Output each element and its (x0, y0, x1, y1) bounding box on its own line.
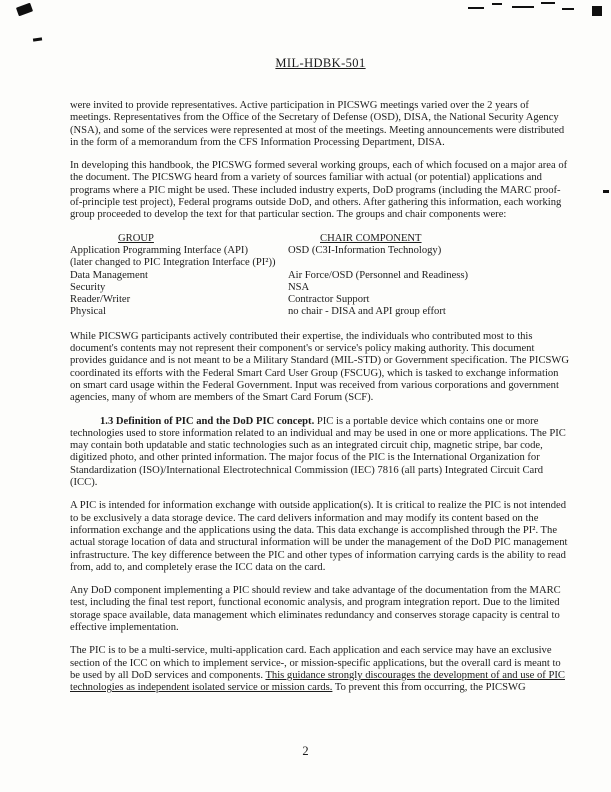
table-cell-chair: OSD (C3I-Information Technology) (288, 244, 442, 256)
paragraph-4 (70, 416, 571, 490)
table-cell-group: Reader/Writer (70, 294, 131, 306)
document-title: MIL-HDBK-501 (275, 56, 366, 70)
paragraph-3: While PICSWG participants actively contributed their expertise, the individuals who contributed most to this document's contents may not represent their component's or service's policy making authority. This document provides guidance and is not meant to be a Military Standard (MIL-STD) or Government specification. The PICSWG coordinated its efforts with the Federal Smart Card User Group (FSCUG), which is tasked to exchange information on smart card usage within the Federal Government. Input was received from various corporations and government agencies, many of whom are members of the Smart Card Forum (SCF). (70, 330, 570, 404)
paragraph-7-underlined-guidance: This guidance strongly discourages the development of and use of PIC technologies as independent isolated service or mission cards. (70, 669, 565, 694)
table-cell-chair: NSA (288, 281, 310, 293)
page-number: 2 (302, 744, 309, 758)
table-cell-chair (288, 257, 571, 269)
section-1-3-text: PIC is a portable device which contains one or more technologies used to store information related to an individual and may be used in one or more applications. The PIC may contain both updatable and static technologies such as an integrated circuit chip, magnetic stripe, bar code, digitized photo, and other printed information. The major focus of the PIC is the International Organization for Standardization (ISO)/International Electrotechnical Commission (IEC) 7816 (all parts) Integrated Circuit Card (ICC). (70, 415, 566, 489)
paragraph-6: Any DoD component implementing a PIC should review and take advantage of the documentation from the MARC test, including the final test report, functional economic analysis, and program integration report. Due to the limited storage space available, data management which eliminates redundancy and conserves storage capacity is central to effective implementation. (70, 585, 561, 633)
paragraph-7-lead: The PIC is to be a multi-service, multi-application card. Each application and each service may have an exclusive section of the ICC on which to implement service-, or mission-specific applications, but the overall card is meant to be used by all DoD services and components. (70, 645, 561, 681)
table-cell-chair: no chair - DISA and API group effort (288, 306, 446, 318)
section-1-3-heading: 1.3 Definition of PIC and the DoD PIC concept. (100, 415, 315, 427)
table-cell-group: Application Programming Interface (API) (70, 244, 248, 256)
table-cell-group: (later changed to PIC Integration Interface (PI²)) (70, 257, 276, 269)
table-header-group: GROUP (118, 232, 154, 244)
table-cell-group: Security (70, 281, 106, 293)
paragraph-5: A PIC is intended for information exchange with outside application(s). It is critical to realize the PIC is not intended to be exclusively a data storage device. The card delivers information and may modify its content based on the information exchange and the applications using the data. This data exchange is accomplished through the PI². The actual storage location of data and structural information will be under the management of the DoD PIC management infrastructure. The key difference between the PIC and other types of information carrying cards is the ability to read from, add to, and completely erase the ICC data on the card. (70, 500, 568, 573)
paragraph-7 (70, 645, 571, 694)
group-chair-table (70, 233, 571, 319)
table-cell-group: Physical (70, 306, 106, 318)
table-header-chair: CHAIR COMPONENT (320, 232, 422, 244)
paragraph-2: In developing this handbook, the PICSWG formed several working groups, each of which focused on a major area of the document. The PICSWG heard from a variety of sources familiar with actual (or potential) applications and programs where a PIC might be used. These included industry experts, DoD programs (including the MARC proof-of-principle test project), Federal programs outside DoD, and others. After gathering this information, each working group proceeded to develop the text for that particular section. The groups and chair components were: (70, 160, 568, 221)
paragraph-7-tail: To prevent this from occurring, the PICSWG (332, 682, 526, 694)
document-header (70, 54, 571, 72)
table-cell-chair: Air Force/OSD (Personnel and Readiness) (288, 269, 469, 281)
paragraph-1: were invited to provide representatives. Active participation in PICSWG meetings varied over the 2 years of meetings. Representatives from the Office of the Secretary of Defense (OSD), DISA, the National Security Agency (NSA), and some of the services were represented at most of the meetings. Meeting announcements were distributed in the form of a memorandum from the CFS Information Processing Department, DISA. (70, 100, 565, 148)
table-cell-chair: Contractor Support (288, 294, 370, 306)
table-cell-group: Data Management (70, 269, 148, 281)
